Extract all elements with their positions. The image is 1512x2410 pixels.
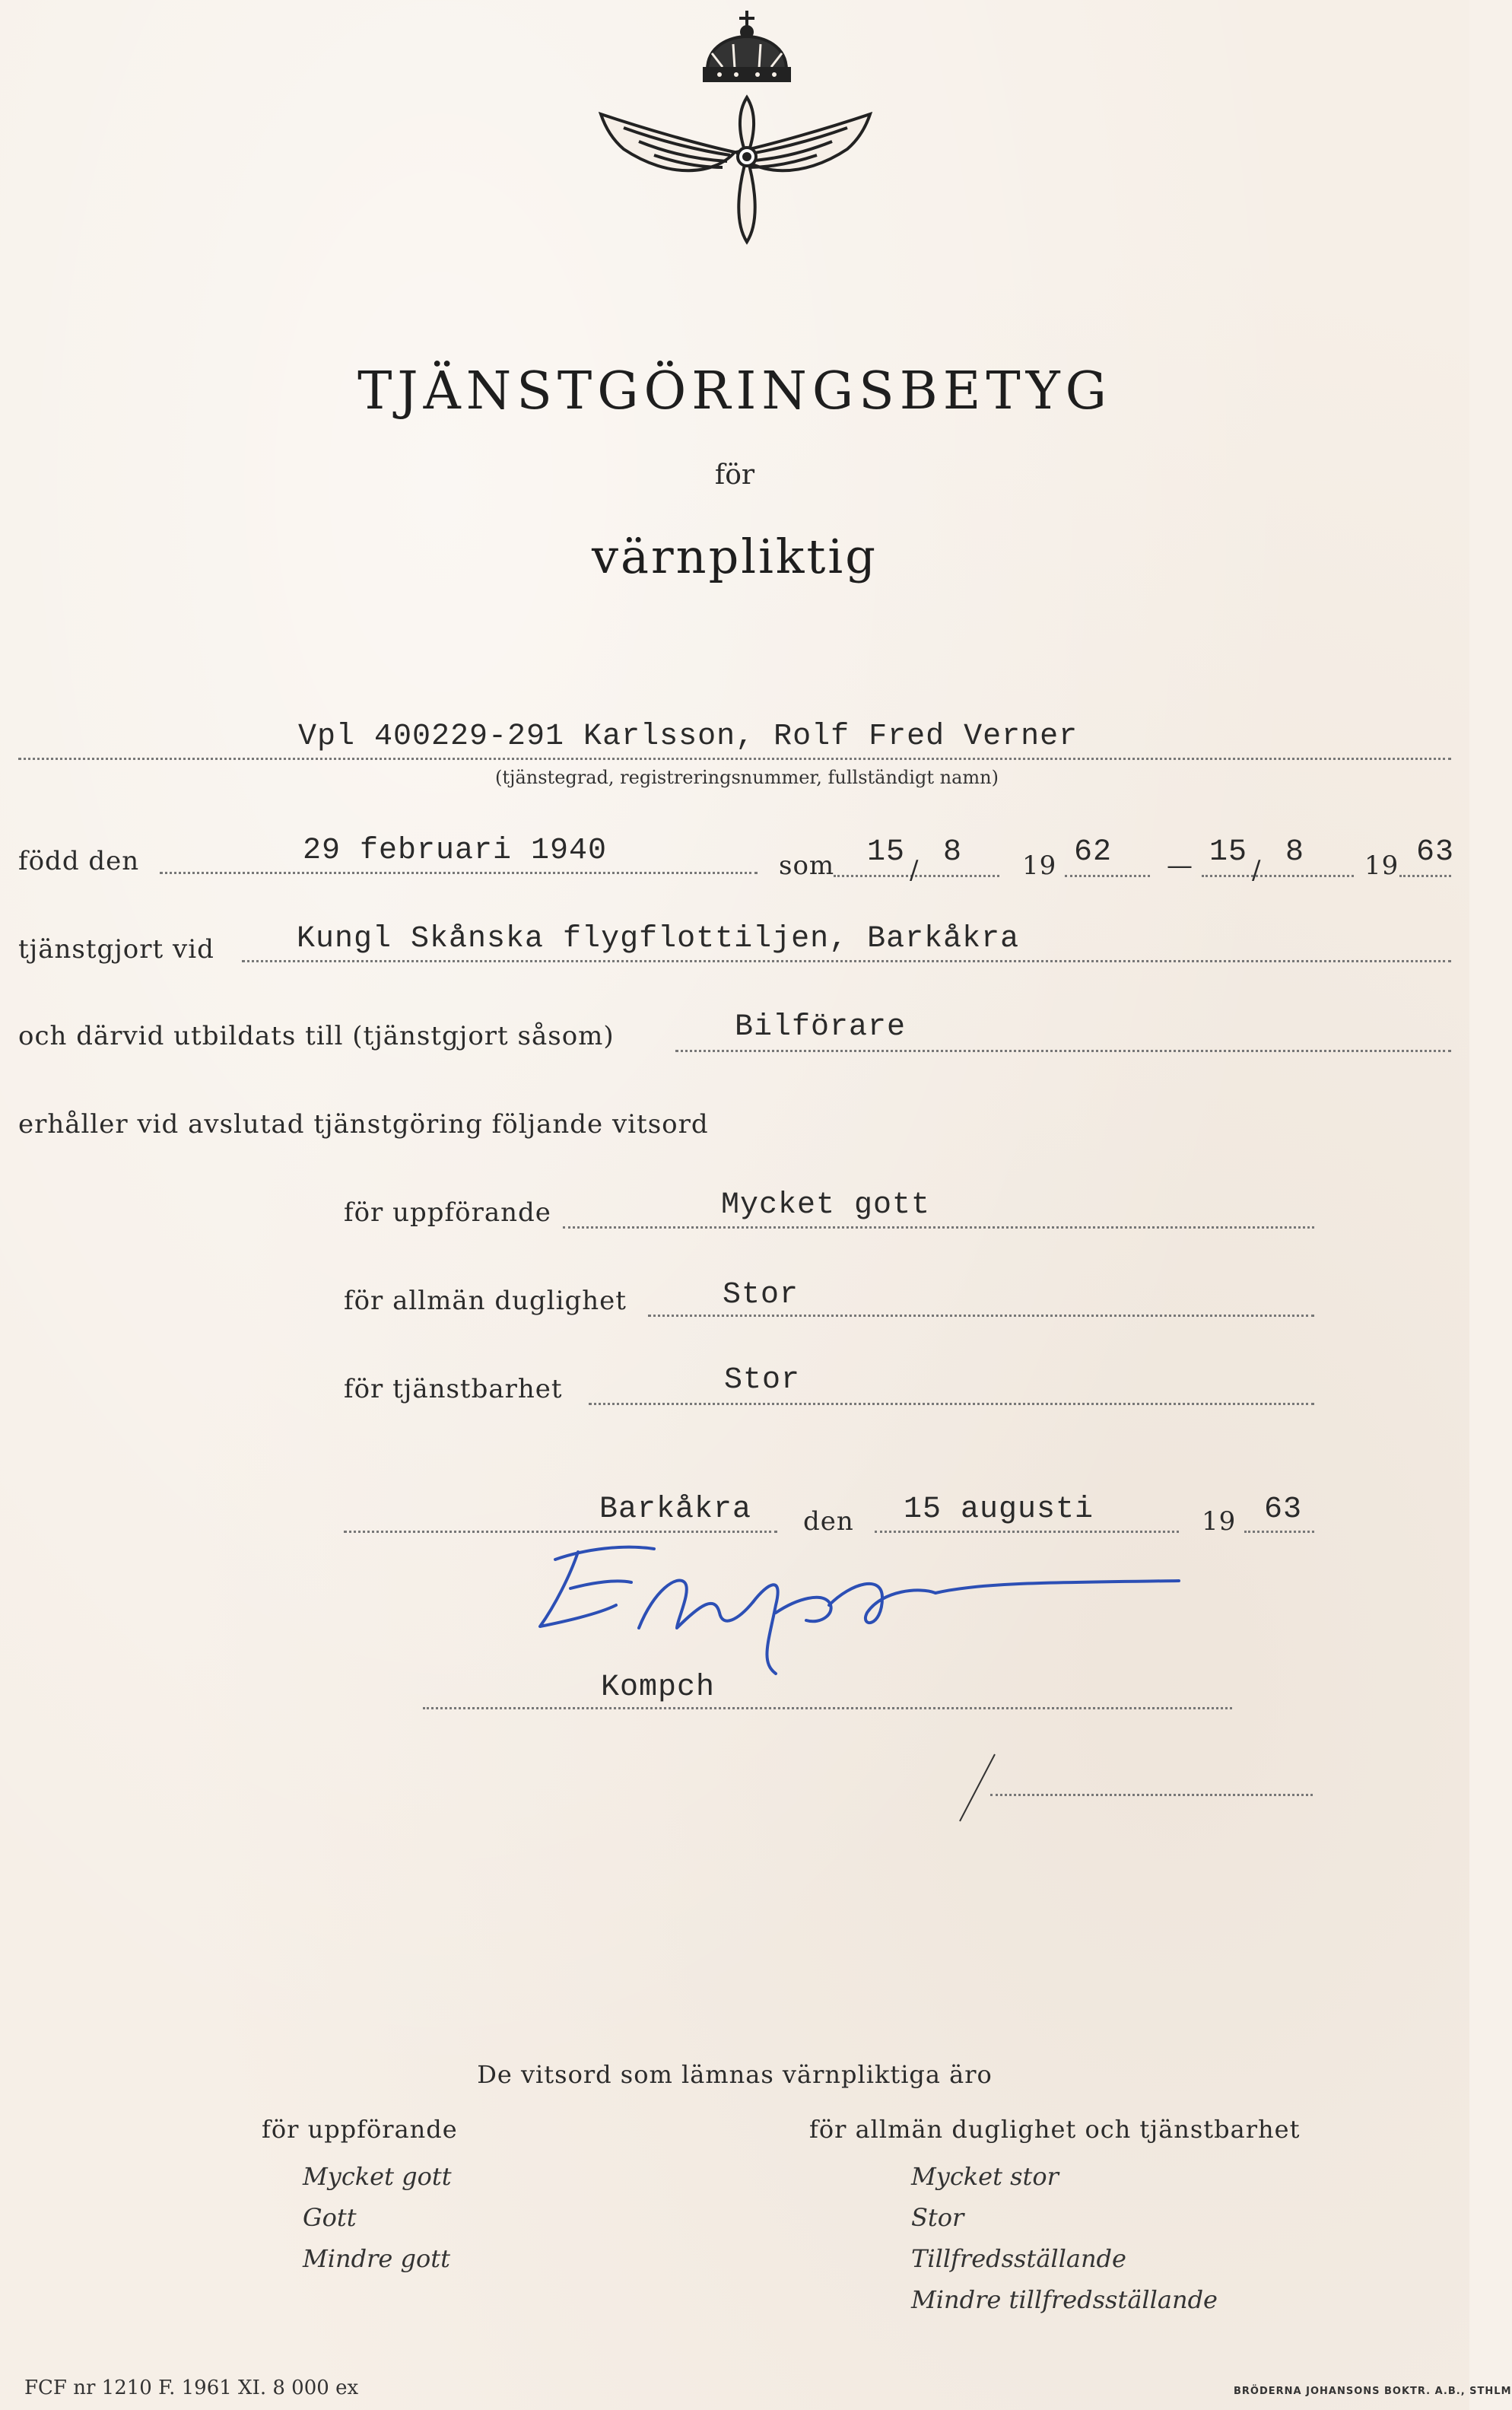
legend-right-item: Mycket stor — [911, 2162, 1059, 2191]
place-value: Barkåkra — [599, 1493, 752, 1527]
grade-conduct-value: Mycket gott — [721, 1188, 931, 1222]
date-century: 19 — [1202, 1506, 1237, 1537]
wings-icon — [601, 114, 870, 170]
handwritten-signature — [525, 1529, 1209, 1681]
legend-left-item: Mindre gott — [303, 2244, 450, 2273]
to-slash: / — [1252, 855, 1262, 885]
grades-intro: erhåller vid avslutad tjänstgöring följande vitsord — [18, 1109, 709, 1140]
grade-serviceability-value: Stor — [724, 1363, 801, 1397]
trained-value: Bilförare — [735, 1010, 907, 1044]
birth-dotted-line — [160, 872, 758, 874]
birth-value: 29 februari 1940 — [303, 834, 608, 868]
date-value: 15 augusti — [904, 1493, 1094, 1527]
from-month: 8 — [943, 835, 963, 870]
legend-heading: De vitsord som lämnas värnpliktiga äro — [477, 2060, 993, 2089]
page-title: TJÄNSTGÖRINGSBETYG — [357, 361, 1112, 421]
birth-label: född den — [18, 846, 140, 876]
trained-label: och därvid utbildats till (tjänstgjort såsom) — [18, 1021, 615, 1051]
subtitle-main: värnpliktig — [592, 529, 878, 584]
grade-capability-value: Stor — [723, 1278, 799, 1312]
served-value: Kungl Skånska flygflottiljen, Barkåkra — [297, 922, 1020, 956]
grade-capability-dotted-line — [648, 1315, 1314, 1317]
legend-left-item: Gott — [303, 2203, 357, 2232]
legend-right-heading: för allmän duglighet och tjänstbarhet — [809, 2115, 1301, 2144]
subtitle-for: för — [714, 459, 755, 491]
served-label: tjänstgjort vid — [18, 934, 214, 965]
grade-conduct-label: för uppförande — [344, 1197, 551, 1228]
propeller-icon — [738, 97, 756, 242]
from-year: 62 — [1074, 835, 1113, 870]
person-dotted-line — [18, 758, 1451, 760]
to-year: 63 — [1416, 835, 1455, 870]
from-century: 19 — [1022, 850, 1057, 881]
date-year-dotted-line — [1244, 1531, 1314, 1533]
footer-print-info: FCF nr 1210 F. 1961 XI. 8 000 ex — [24, 2377, 359, 2399]
air-force-emblem — [578, 0, 882, 251]
from-year-dotted-line — [1065, 875, 1150, 877]
from-day: 15 — [867, 835, 906, 870]
person-value: Vpl 400229-291 Karlsson, Rolf Fred Verner — [298, 720, 1078, 754]
to-century: 19 — [1364, 850, 1399, 881]
signatory-title: Kompch — [601, 1671, 716, 1705]
legend-right-item: Tillfredsställande — [911, 2244, 1126, 2273]
legend-right-item: Mindre tillfredsställande — [911, 2285, 1218, 2314]
footer-printer: BRÖDERNA JOHANSONS BOKTR. A.B., STHLM — [1234, 2386, 1512, 2397]
stamp-dotted-line — [990, 1794, 1313, 1796]
legend-left-heading: för uppförande — [262, 2115, 458, 2144]
legend-left-item: Mycket gott — [303, 2162, 452, 2191]
som-label: som — [779, 850, 835, 881]
signatory-dotted-line — [423, 1707, 1232, 1709]
trained-dotted-line — [675, 1050, 1451, 1052]
to-month: 8 — [1285, 835, 1305, 870]
grade-serviceability-label: för tjänstbarhet — [344, 1374, 563, 1404]
date-year: 63 — [1264, 1493, 1303, 1527]
to-year-dotted-line — [1399, 875, 1451, 877]
to-day: 15 — [1209, 835, 1248, 870]
grade-conduct-dotted-line — [563, 1226, 1314, 1229]
period-dash: — — [1167, 850, 1193, 881]
served-dotted-line — [242, 960, 1451, 962]
to-dotted-line — [1202, 875, 1354, 877]
stamp-slash — [951, 1750, 1004, 1826]
legend-right-item: Stor — [911, 2203, 964, 2232]
person-caption: (tjänstegrad, registreringsnummer, fullständigt namn) — [495, 767, 999, 788]
grade-serviceability-dotted-line — [589, 1403, 1314, 1405]
from-slash: / — [910, 855, 920, 885]
crown-icon — [704, 11, 789, 81]
den-label: den — [803, 1506, 854, 1537]
grade-capability-label: för allmän duglighet — [344, 1286, 627, 1316]
